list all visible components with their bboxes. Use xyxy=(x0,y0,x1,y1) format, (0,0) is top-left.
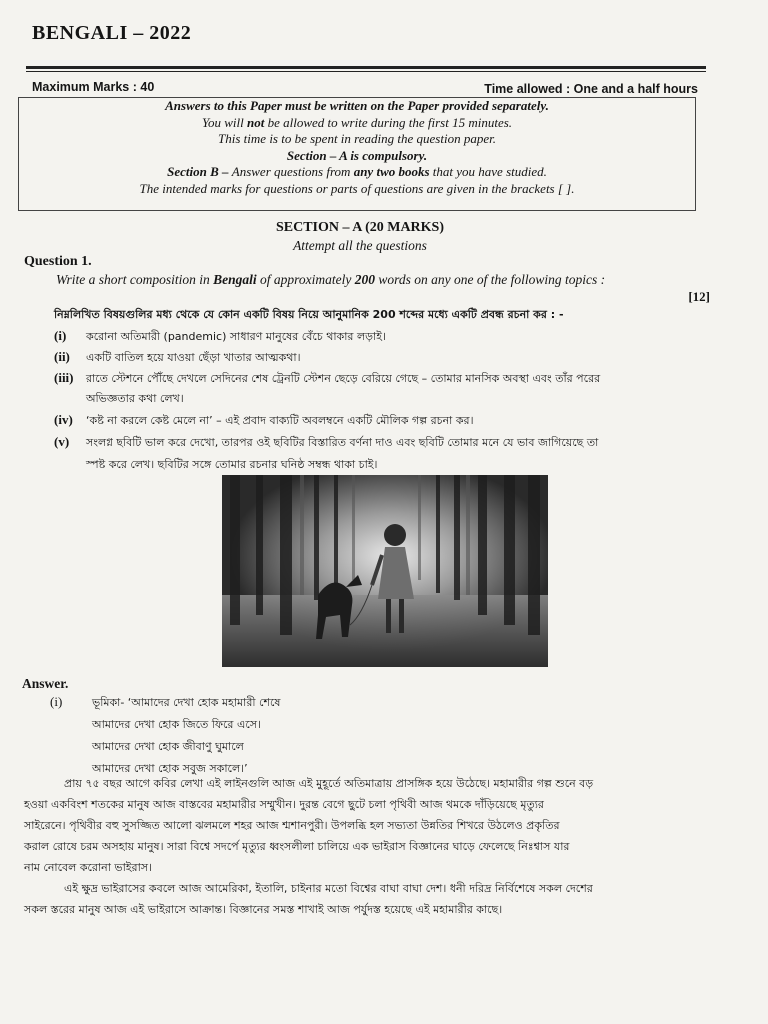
option-item: (v) সংলগ্ন ছবিটি ভাল করে দেখো, তারপর ওই ছবিটির বিস্তারিত বর্ণনা দাও এবং ছবিটি তোমার মনে যে ভাব জাগিয়েছে তা xyxy=(54,434,599,449)
paper-title: BENGALI – 2022 xyxy=(32,22,192,44)
paragraph-line: প্রায় ৭৫ বছর আগে কবির লেখা এই লাইনগুলি আজ এই মুহূর্তে অতিমাত্রায় প্রাসঙ্গিক হয়ে উঠেছে। মহামারীর গল্প শুনে বড় xyxy=(64,777,594,790)
paragraph-line: হওয়া একবিংশ শতকের মানুষ আজ বাস্তবের মহামারীর সম্মুখীন। দুরন্ত বেগে ছুটে চলা পৃথিবী আজ থমকে দাঁড়িয়েছে মৃত্যুর xyxy=(24,798,544,811)
instruction-line: Answers to this Paper must be written on the Paper provided separately. xyxy=(165,98,549,113)
option-item: (iv) ‘কষ্ট না করলে কেষ্ট মেলে না’ – এই প্রবাদ বাক্যটি অবলম্বনে একটি মৌলিক গল্প রচনা কর। xyxy=(54,412,474,427)
poem-line: ভূমিকা- ‘আমাদের দেখা হোক মহামারী শেষে xyxy=(92,696,281,709)
instructions-box xyxy=(18,97,696,211)
instruction-line: Section – A is compulsory. xyxy=(286,147,428,163)
question-instruction-bengali: নিম্নলিখিত বিষয়গুলির মধ্য থেকে যে কোন একটি বিষয় নিয়ে আনুমানিক 200 শব্দের মধ্যে একটি প্রবন্ধ রচনা কর : - xyxy=(54,308,564,321)
instruction-line: This time is to be spent in reading the question paper. xyxy=(218,131,496,147)
section-subtitle: Attempt all the questions xyxy=(293,238,427,253)
paragraph-line: করাল রোষে চরম অসহায় মানুষ। সারা বিশ্বে সদর্পে মৃত্যুর ধ্বংসলীলা চালিয়ে এক ভাইরাস বিজ্ঞানের ঘাড়ে ফেলেছে নিঃশ্বাস যার xyxy=(24,840,570,853)
answer-paragraph xyxy=(24,878,714,920)
time-allowed: Time allowed : One and a half hours xyxy=(484,82,698,96)
paragraph-line: এই ক্ষুদ্র ভাইরাসের কবলে আজ আমেরিকা, ইতালি, চাইনার মতো বিশ্বের বাঘা বাঘা দেশ। ধনী দরিদ্র নির্বিশেষে সকল দেশের xyxy=(64,882,593,895)
answer-part-label: (i) xyxy=(50,694,63,709)
question-photo xyxy=(222,475,548,667)
girl-and-dog-in-forest-image xyxy=(222,475,548,667)
option-continuation: অভিজ্ঞতার কথা লেখ। xyxy=(86,392,184,405)
question-marks: [12] xyxy=(688,289,710,304)
answer-paragraph xyxy=(24,773,714,878)
poem-line: আমাদের দেখা হোক জিতে ফিরে এসে। xyxy=(92,718,261,731)
option-item: (iii) রাতে স্টেশনে পৌঁছে দেখলে সেদিনের শেষ ট্রেনটি স্টেশন ছেড়ে বেরিয়ে গেছে – তোমার মানসিক অবস্থা এবং তাঁর পরের xyxy=(54,370,601,385)
paragraph-line: নাম নোবেল করোনা ভাইরাস। xyxy=(24,861,152,874)
paragraph-line: সাইরেনে। পৃথিবীর বহু সুসজ্জিত আলো ঝলমলে শহর আজ শ্মশানপুরী। উপলব্ধি হল সভ্যতা উন্নতির শিখরে উঠলেও প্রকৃতির xyxy=(24,819,560,832)
section-title: SECTION – A (20 MARKS) xyxy=(275,220,445,235)
maximum-marks: Maximum Marks : 40 xyxy=(32,80,155,94)
instruction-line: You will not be allowed to write during the first 15 minutes. xyxy=(201,114,513,130)
header-rule-thin xyxy=(26,71,706,72)
poem-line: আমাদের দেখা হোক সবুজ সকালে।’ xyxy=(92,762,248,775)
question-text: Write a short composition in Bengali of approximately 200 words on any one of the following topics : xyxy=(56,272,606,287)
paragraph-line: সকল স্তরের মানুষ আজ এই ভাইরাসে আক্রান্ত। বিজ্ঞানের সমস্ত শাখাই আজ পর্যুদস্ত হয়েছে এই মহামারীর কাছে। xyxy=(24,903,503,916)
instruction-line: Section B – Answer questions from any two books that you have studied. xyxy=(167,164,547,180)
option-item: (i) করোনা অতিমারী (pandemic) সাধারণ মানুষের বেঁচে থাকার লড়াই। xyxy=(54,328,386,343)
poem-line: আমাদের দেখা হোক জীবাণু ঘুমালে xyxy=(92,740,244,753)
header-rule xyxy=(26,66,706,69)
option-item: (ii) একটি বাতিল হয়ে যাওয়া ছেঁড়া খাতার আত্মকথা। xyxy=(54,349,301,364)
question-label: Question 1. xyxy=(24,254,92,269)
answer-label: Answer. xyxy=(22,676,69,691)
option-continuation: স্পষ্ট করে লেখ। ছবিটির সঙ্গে তোমার রচনার ঘনিষ্ঠ সম্বন্ধ থাকা চাই। xyxy=(86,458,378,471)
instruction-line: The intended marks for questions or parts of questions are given in the brackets [ ]. xyxy=(139,180,575,196)
